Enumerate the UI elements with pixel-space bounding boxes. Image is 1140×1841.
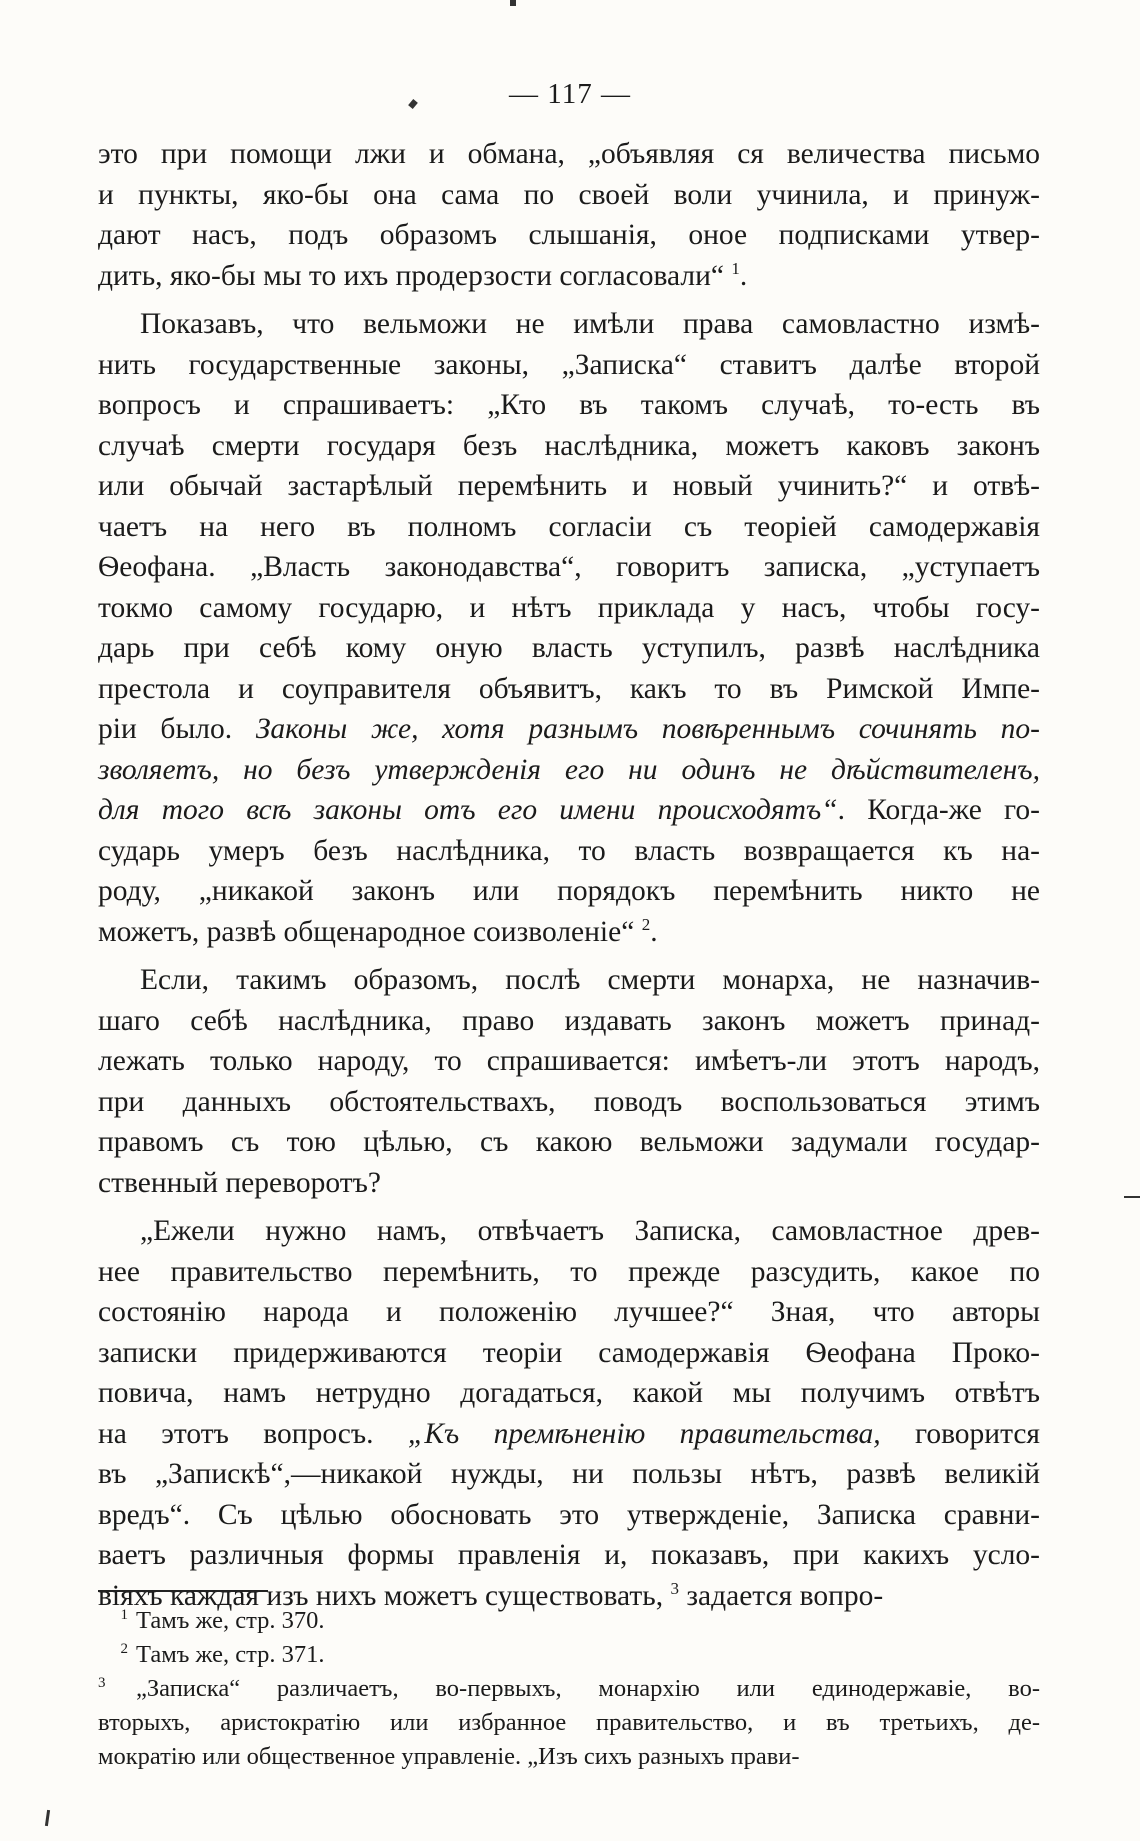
text-line — [98, 1252, 1040, 1293]
text-span: чаетъ на него въ полномъ согласіи съ теоріей самодержавія — [98, 510, 1040, 543]
footnote-separator — [98, 1590, 268, 1592]
text-span: это при помощи лжи и обмана, „объявляя ся величества письмо — [98, 138, 1040, 170]
text-span: токмо самому государю, и нѣтъ приклада у насъ, чтобы госу- — [98, 591, 1040, 624]
text-span: случаѣ смерти государя безъ наслѣдника, можетъ каковъ законъ — [98, 429, 1040, 462]
footnote-line — [98, 1638, 1040, 1672]
text-span: при данныхъ обстоятельствахъ, поводъ воспользоваться этимъ — [98, 1085, 1040, 1118]
footnote-mark: 3 — [98, 1675, 106, 1691]
footnote-line — [98, 1672, 1040, 1706]
text-span: Ѳеофана. „Власть законодавства“, говоритъ записка, „уступаетъ — [98, 551, 1040, 583]
text-span: или обычай застарѣлый перемѣнить и новый учинить?“ и отвѣ- — [98, 470, 1040, 502]
text-line — [98, 1041, 1040, 1082]
text-line — [98, 175, 1040, 216]
text-line — [98, 669, 1040, 710]
margin-mark — [45, 1810, 50, 1826]
text-span: шаго себѣ наслѣдника, право издавать законъ можетъ принад- — [98, 1004, 1040, 1037]
text-span: віяхъ каждая изъ нихъ можетъ существовать, — [98, 1579, 671, 1612]
text-line — [98, 134, 1040, 175]
text-span: нить государственные законы, „Записка“ ставитъ далѣе второй — [98, 348, 1040, 381]
text-span: сударь умеръ безъ наслѣдника, то власть возвращается къ на- — [98, 834, 1040, 867]
footnote-text: Тамъ же, стр. 370. — [136, 1607, 325, 1634]
margin-mark — [1124, 1196, 1140, 1198]
text-line — [98, 547, 1040, 588]
body-text — [98, 134, 1040, 1616]
footnote-text: Тамъ же, стр. 371. — [136, 1641, 325, 1668]
text-span: „Ежели нужно намъ, отвѣчаетъ Записка, самовластное древ- — [140, 1215, 1040, 1247]
text-line — [98, 960, 1040, 1001]
text-span: ріи было. — [98, 713, 256, 745]
italic-text: „Къ премѣненію правительства, — [407, 1417, 881, 1450]
text-line — [98, 385, 1040, 426]
text-line — [98, 1082, 1040, 1123]
footnote-line — [98, 1706, 1040, 1740]
text-span: состоянію народа и положенію лучшее?“ Зная, что авторы — [98, 1296, 1040, 1328]
footnote-line — [98, 1740, 1040, 1774]
text-span: . — [650, 915, 658, 948]
text-line — [98, 1373, 1040, 1414]
text-line — [98, 1292, 1040, 1333]
text-span: Если, такимъ образомъ, послѣ смерти монарха, не назначив- — [140, 964, 1040, 996]
italic-text: зволяетъ, но безъ утвержденія его ни одинъ не дѣйствителенъ, — [98, 753, 1040, 786]
italic-text: Законы же, хотя разнымъ повѣреннымъ сочинять по- — [255, 713, 1040, 745]
text-span: дарь при себѣ кому оную власть уступилъ, развѣ наслѣдника — [98, 632, 1040, 664]
text-span: . — [739, 259, 748, 292]
text-line — [98, 507, 1040, 548]
text-span: . Когда-же го- — [837, 794, 1040, 826]
footnote-line — [98, 1604, 1040, 1638]
print-speck — [510, 0, 516, 6]
text-line — [98, 1211, 1040, 1252]
text-line — [98, 1001, 1040, 1042]
italic-text: для того всѣ законы отъ его имени происходятъ“ — [98, 794, 838, 826]
text-span: вредъ“. Съ цѣлью обосновать это утвержденіе, Записка сравни- — [98, 1498, 1040, 1531]
footnote-text: мократію или общественное управленіе. „Изъ сихъ разныхъ прави- — [98, 1743, 800, 1770]
footnote-ref: 2 — [641, 914, 651, 934]
footnote-mark: 1 — [120, 1607, 128, 1623]
text-span: ственный переворотъ? — [98, 1166, 381, 1199]
footnotes — [98, 1604, 1040, 1774]
text-span: и пункты, яко-бы она сама по своей воли учинила, и принуж- — [98, 178, 1040, 211]
footnote-ref: 3 — [670, 1578, 679, 1598]
text-line — [98, 588, 1040, 629]
text-line — [98, 426, 1040, 467]
text-span: говорится — [880, 1417, 1040, 1450]
text-span: лежать только народу, то спрашивается: имѣетъ-ли этотъ народъ, — [98, 1045, 1040, 1077]
text-span: роду, „никакой законъ или порядокъ перемѣнить никто не — [98, 875, 1040, 907]
text-span: на этотъ вопросъ. — [98, 1417, 408, 1450]
text-span: дить, яко-бы мы то ихъ продерзости согласовали“ — [98, 259, 732, 292]
text-line — [98, 304, 1040, 345]
footnote-text: вторыхъ, аристократію или избранное правительство, и въ третьихъ, де- — [98, 1709, 1040, 1736]
text-line — [98, 215, 1040, 256]
text-line — [98, 1535, 1040, 1576]
text-line — [98, 345, 1040, 386]
text-span: записки придерживаются теоріи самодержавія Ѳеофана Проко- — [98, 1336, 1040, 1369]
text-line — [98, 256, 1040, 297]
text-line — [98, 912, 1040, 953]
text-line — [98, 709, 1040, 750]
text-span: дают насъ, подъ образомъ слышанія, оное подписками утвер- — [98, 219, 1040, 251]
text-line — [98, 1454, 1040, 1495]
text-line — [98, 1163, 1040, 1204]
text-line — [98, 831, 1040, 872]
text-span: правомъ съ тою цѣлью, съ какою вельможи задумали государ- — [98, 1126, 1040, 1158]
text-line — [98, 628, 1040, 669]
text-span: престола и соуправителя объявитъ, какъ то въ Римской Импе- — [98, 672, 1040, 705]
text-line — [98, 466, 1040, 507]
footnote-ref: 1 — [731, 258, 740, 278]
text-line — [98, 790, 1040, 831]
text-span: можетъ, развѣ общенародное соизволеніе“ — [98, 915, 642, 948]
text-span: Показавъ, что вельможи не имѣли права самовластно измѣ- — [140, 308, 1040, 340]
text-span: задается вопро- — [678, 1579, 884, 1612]
text-line — [98, 1122, 1040, 1163]
text-line — [98, 871, 1040, 912]
text-span: нее правительство перемѣнить, то прежде разсудить, какое по — [98, 1255, 1040, 1288]
text-line — [98, 1414, 1040, 1455]
footnote-text: „Записка“ различаетъ, во-первыхъ, монархію или единодержавіе, во- — [136, 1675, 1040, 1702]
page-number: — 117 — — [509, 78, 631, 110]
text-span: ваетъ различныя формы правленія и, показавъ, при какихъ усло- — [98, 1539, 1040, 1571]
text-span: въ „Запискѣ“,—никакой нужды, ни пользы нѣтъ, развѣ великій — [98, 1458, 1040, 1490]
text-span: повича, намъ нетрудно догадаться, какой мы получимъ отвѣтъ — [98, 1377, 1040, 1409]
text-line — [98, 1495, 1040, 1536]
footnote-mark: 2 — [120, 1641, 128, 1657]
text-span: вопросъ и спрашиваетъ: „Кто въ такомъ случаѣ, то-есть въ — [98, 389, 1040, 421]
text-line — [98, 1333, 1040, 1374]
text-line — [98, 750, 1040, 791]
